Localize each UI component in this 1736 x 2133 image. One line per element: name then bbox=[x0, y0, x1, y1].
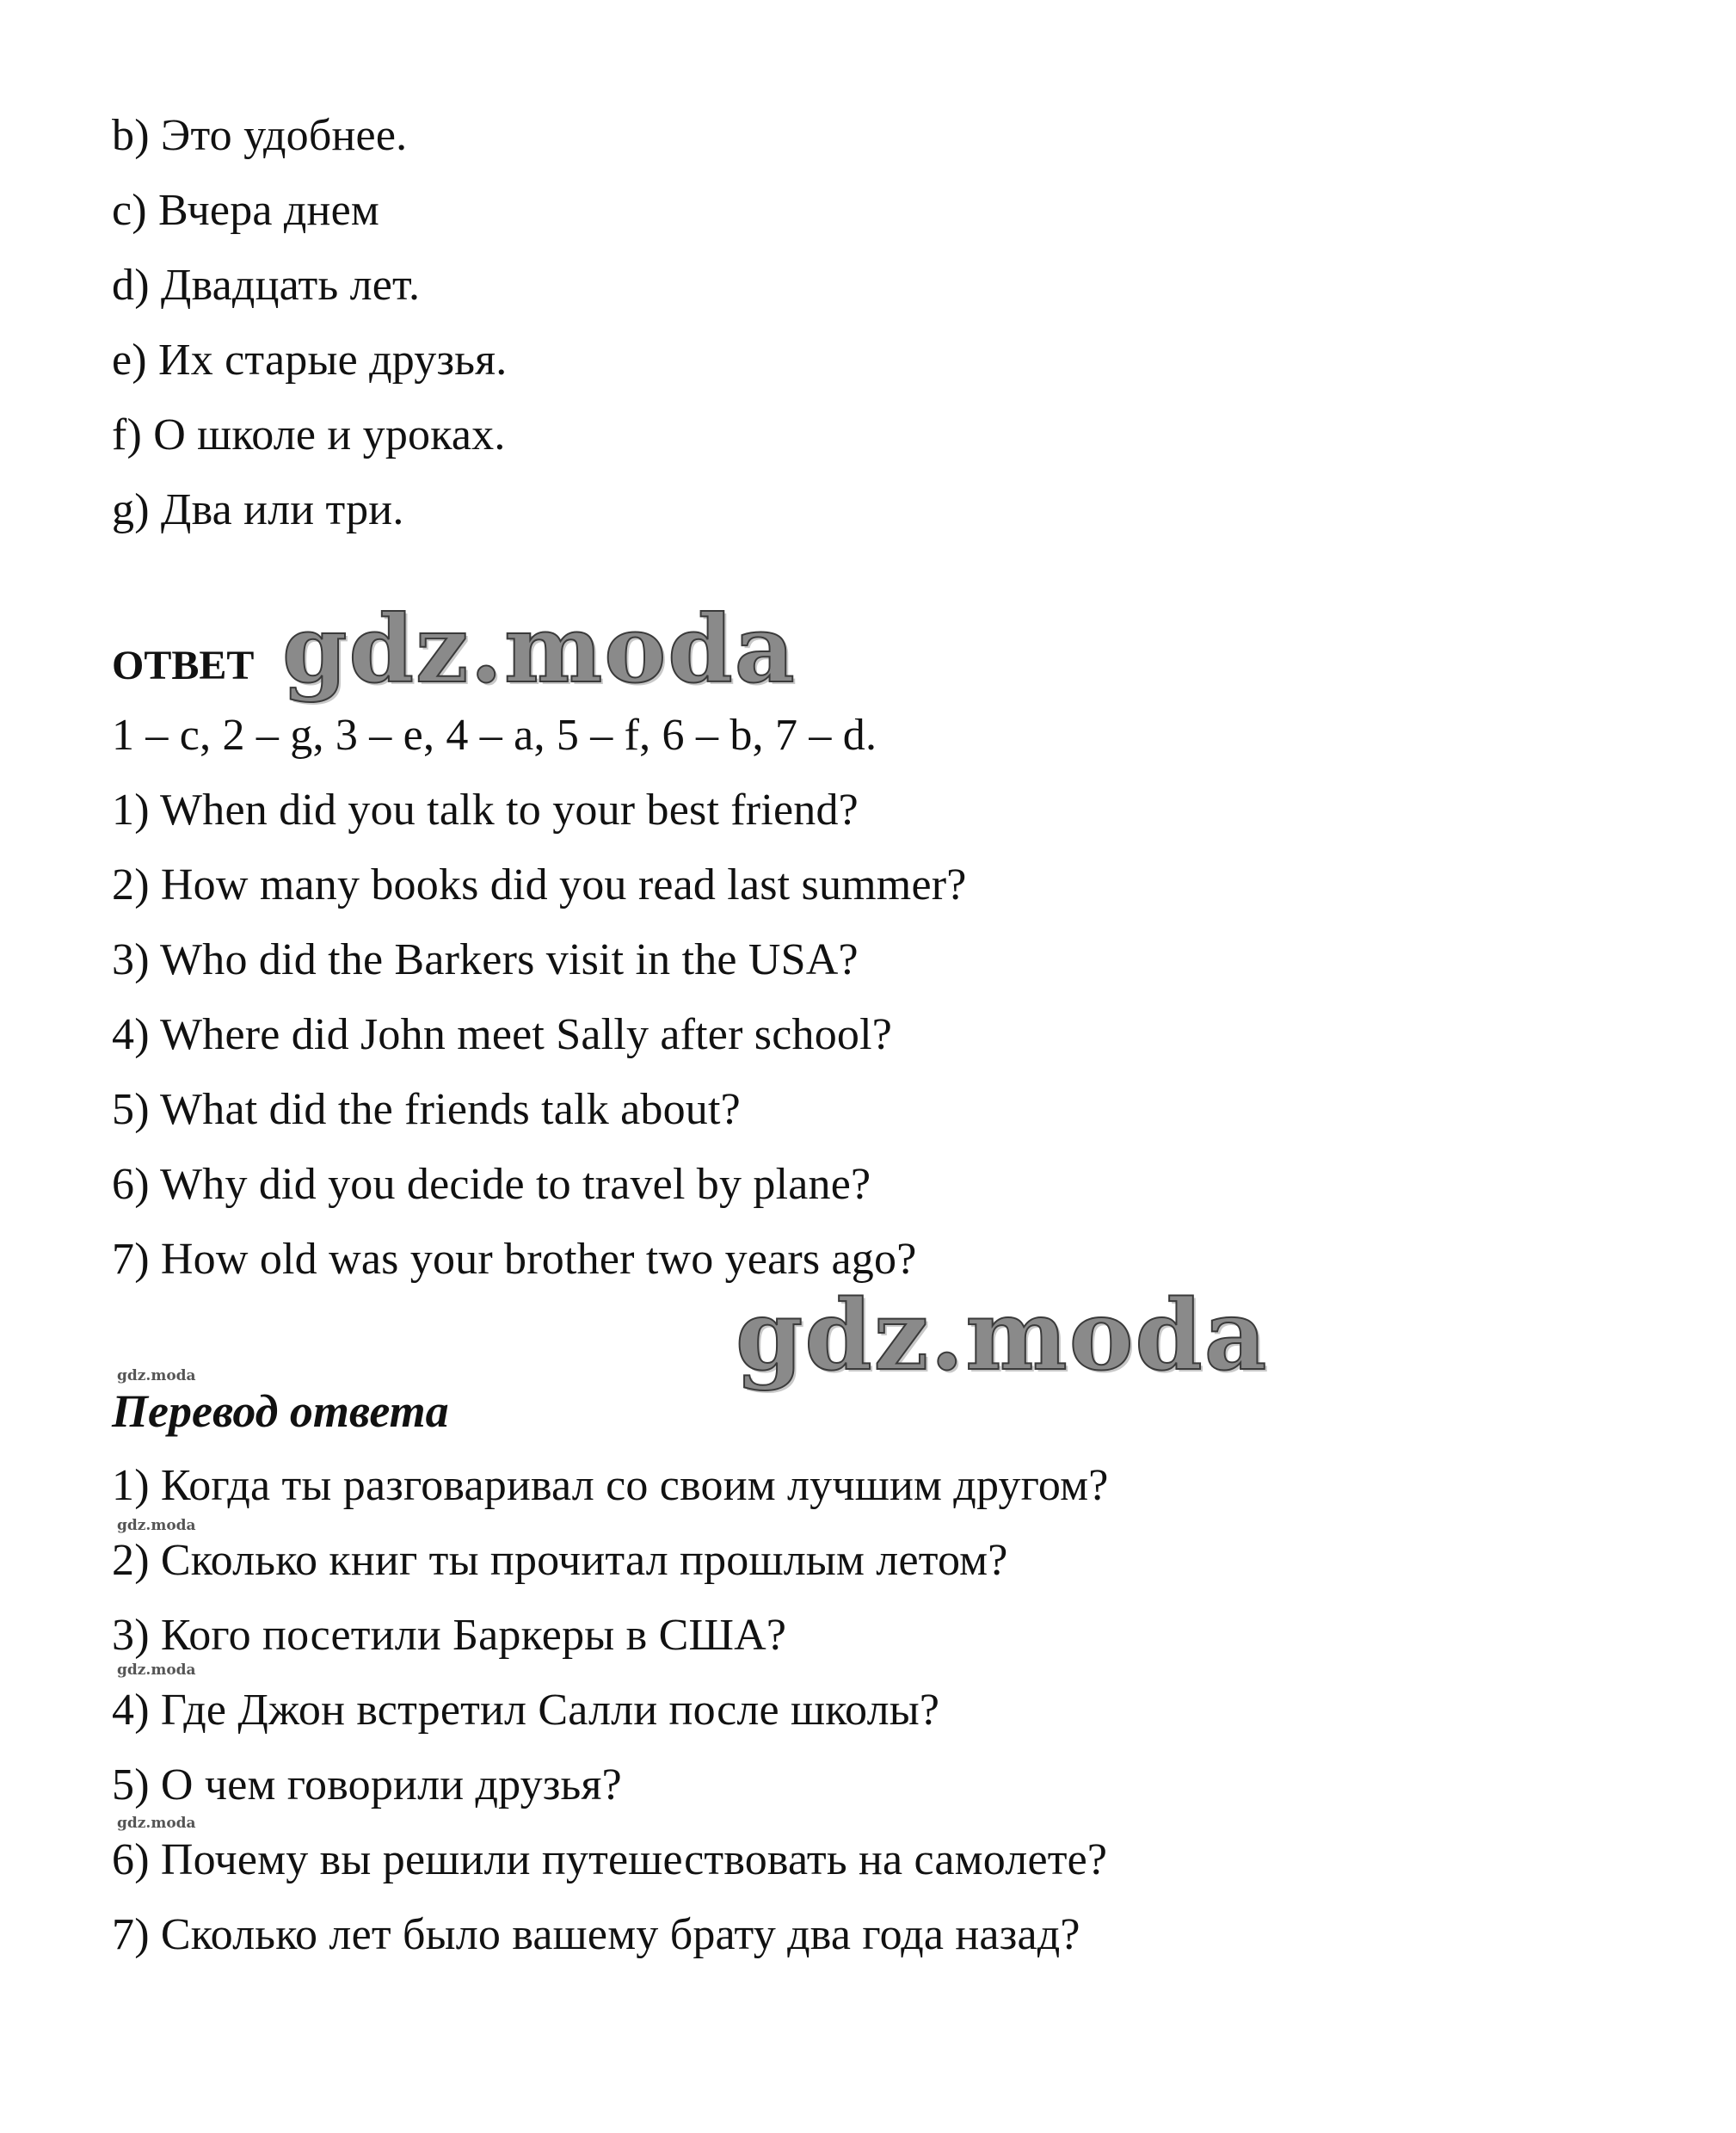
question-2: 2) How many books did you read last summer? bbox=[112, 860, 967, 909]
translation-line-5: 5) О чем говорили друзья? bbox=[112, 1760, 622, 1809]
translation-line-6: 6) Почему вы решили путешествовать на самолете? bbox=[112, 1835, 1108, 1884]
question-3: 3) Who did the Barkers visit in the USA? bbox=[112, 935, 859, 984]
translation-line-4: 4) Где Джон встретил Салли после школы? bbox=[112, 1686, 940, 1735]
option-d: d) Двадцать лет. bbox=[112, 261, 421, 310]
watermark-small: gdz.moda bbox=[117, 1517, 196, 1534]
option-e: e) Их старые друзья. bbox=[112, 336, 508, 385]
option-f: f) О школе и уроках. bbox=[112, 410, 506, 459]
translation-heading: Перевод ответа bbox=[112, 1385, 449, 1437]
translation-line-2: 2) Сколько книг ты прочитал прошлым летом? bbox=[112, 1536, 1008, 1585]
question-5: 5) What did the friends talk about? bbox=[112, 1085, 741, 1134]
option-g: g) Два или три. bbox=[112, 485, 404, 534]
question-6: 6) Why did you decide to travel by plane? bbox=[112, 1160, 871, 1209]
translation-line-7: 7) Сколько лет было вашему брату два года назад? bbox=[112, 1910, 1080, 1959]
watermark-logo: gdz.moda bbox=[736, 1279, 1269, 1392]
answer-key: 1 – c, 2 – g, 3 – e, 4 – a, 5 – f, 6 – b, 7 – d. bbox=[112, 711, 877, 760]
watermark-small: gdz.moda bbox=[117, 1815, 196, 1832]
question-4: 4) Where did John meet Sally after school? bbox=[112, 1010, 893, 1059]
watermark-small: gdz.moda bbox=[117, 1661, 196, 1679]
question-1: 1) When did you talk to your best friend? bbox=[112, 786, 859, 835]
watermark-small: gdz.moda bbox=[117, 1367, 196, 1384]
option-b: b) Это удобнее. bbox=[112, 111, 408, 160]
translation-line-3: 3) Кого посетили Баркеры в США? bbox=[112, 1611, 787, 1660]
translation-line-1: 1) Когда ты разговаривал со своим лучшим другом? bbox=[112, 1461, 1109, 1510]
question-7: 7) How old was your brother two years ago? bbox=[112, 1235, 917, 1284]
watermark-logo: gdz.moda bbox=[282, 595, 797, 704]
answer-heading: ОТВЕТ bbox=[112, 643, 255, 688]
option-c: c) Вчера днем bbox=[112, 186, 379, 235]
